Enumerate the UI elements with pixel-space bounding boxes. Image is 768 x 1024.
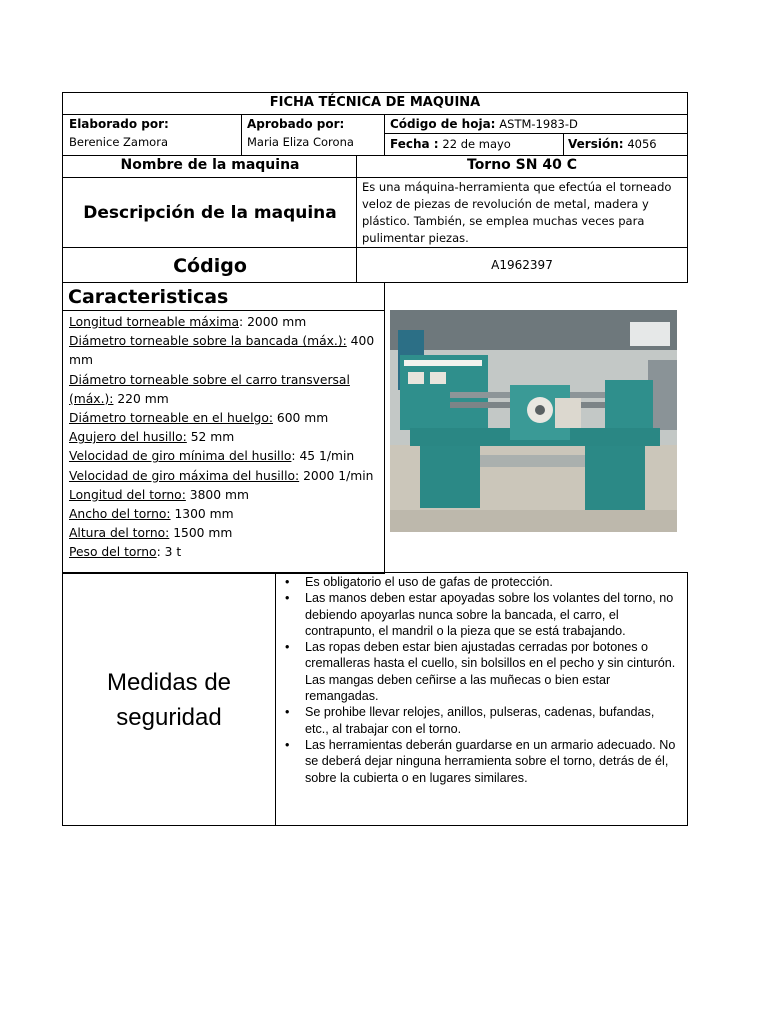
spec-value: 600 mm	[272, 411, 329, 426]
spec-value: 220 mm	[113, 391, 169, 406]
safety-text: Se prohibe llevar relojes, anillos, pulseras, cadenas, bufandas, etc., al trabajar con el torno.	[305, 705, 655, 736]
spec-label: Diámetro torneable en el huelgo:	[69, 411, 273, 426]
nombre-value: Torno SN 40 C	[467, 157, 577, 173]
spec-label: Diámetro torneable sobre la bancada (máx.):	[69, 334, 347, 349]
codigo-hoja-value: ASTM-1983-D	[499, 117, 578, 131]
safety-item	[285, 704, 681, 737]
spec-row	[69, 505, 379, 524]
safety-text: Las ropas deben estar bien ajustadas cerradas por botones o cremalleras hasta el cuello, sin bolsillos en el pecho y sin cinturón. Las mangas deben ceñirse a las muñecas o bien estar remangadas.	[305, 640, 676, 704]
safety-text: Las manos deben estar apoyadas sobre los volantes del torno, no debiendo apoyarlas nunca sobre la bancada, el carro, el contrapunto, el mandril o la pieza que se está trabajando.	[305, 591, 674, 638]
bullet-icon: •	[285, 705, 290, 720]
descripcion-text: Es una máquina-herramienta que efectúa el torneado veloz de piezas de revolución de metal, madera y plástico. También, se emplea muchas veces para pulimentar piezas.	[362, 180, 672, 245]
medidas-label: Medidas de seguridad	[106, 669, 232, 731]
spec-row	[69, 486, 379, 505]
page-title: FICHA TÉCNICA DE MAQUINA	[269, 95, 481, 110]
spec-row	[69, 543, 379, 562]
spec-row	[69, 447, 379, 466]
bullet-icon: •	[285, 737, 290, 752]
aprobado-value: Maria Eliza Corona	[247, 135, 354, 149]
spec-value: 1500 mm	[169, 526, 233, 541]
spec-row	[69, 409, 379, 428]
bullet-icon: •	[285, 640, 290, 655]
version-value: 4056	[627, 137, 657, 151]
spec-value: 1300 mm	[170, 507, 234, 522]
spec-row	[69, 371, 379, 409]
nombre-label: Nombre de la maquina	[120, 157, 300, 173]
fecha-label: Fecha :	[390, 137, 439, 151]
spec-value: 52 mm	[186, 430, 235, 445]
spec-separator: :	[156, 545, 161, 560]
safety-text: Las herramientas deberán guardarse en un armario adecuado. No se deberá dejar ninguna herramienta sobre el torno, detrás de él, sobre la cubierta o en lugares similares.	[305, 737, 676, 785]
spec-label: Agujero del husillo:	[69, 430, 187, 445]
spec-value: 400 mm	[69, 334, 375, 368]
lathe-photo	[390, 310, 677, 532]
specs-list	[69, 313, 379, 563]
fecha-value: 22 de mayo	[442, 137, 511, 151]
codigo-value: A1962397	[491, 258, 553, 272]
safety-list	[285, 574, 681, 786]
spec-label: Ancho del torno:	[69, 507, 171, 522]
safety-item	[285, 574, 681, 590]
spec-label: Diámetro torneable sobre el carro transversal (máx.):	[69, 372, 350, 406]
spec-label: Altura del torno:	[69, 526, 170, 541]
bullet-icon: •	[285, 575, 290, 589]
spec-value: 45 1/min	[295, 449, 355, 464]
spec-row	[69, 313, 379, 332]
spec-row	[69, 467, 379, 486]
spec-label: Longitud torneable máxima	[69, 315, 240, 329]
elaborado-label: Elaborado por:	[69, 117, 169, 131]
version	[568, 137, 657, 152]
descripcion-label: Descripción de la maquina	[83, 203, 337, 223]
spec-value: 3 t	[160, 545, 182, 560]
spec-row	[69, 524, 379, 543]
spec-label: Longitud del torno:	[69, 487, 186, 502]
safety-item	[285, 639, 681, 704]
codigo-hoja	[390, 117, 578, 132]
version-label: Versión:	[568, 137, 624, 151]
spec-value: 3800 mm	[185, 487, 249, 502]
safety-text: Es obligatorio el uso de gafas de protección.	[305, 575, 553, 589]
caracteristicas-title: Caracteristicas	[68, 286, 229, 308]
spec-label: Velocidad de giro mínima del husillo	[69, 449, 292, 464]
codigo-label: Código	[173, 255, 247, 277]
spec-separator: :	[239, 315, 244, 329]
aprobado-label: Aprobado por:	[247, 117, 345, 131]
spec-separator: :	[291, 449, 296, 464]
spec-row	[69, 428, 379, 447]
spec-row	[69, 332, 379, 370]
spec-label: Peso del torno	[69, 545, 157, 560]
elaborado-value: Berenice Zamora	[69, 135, 168, 149]
codigo-hoja-label: Código de hoja:	[390, 117, 496, 131]
safety-item	[285, 737, 681, 786]
spec-label: Velocidad de giro máxima del husillo:	[69, 468, 300, 483]
safety-item	[285, 590, 681, 639]
spec-value: 2000 1/min	[299, 468, 374, 483]
fecha	[390, 137, 511, 152]
spec-value: 2000 mm	[243, 315, 307, 329]
bullet-icon: •	[285, 591, 290, 606]
